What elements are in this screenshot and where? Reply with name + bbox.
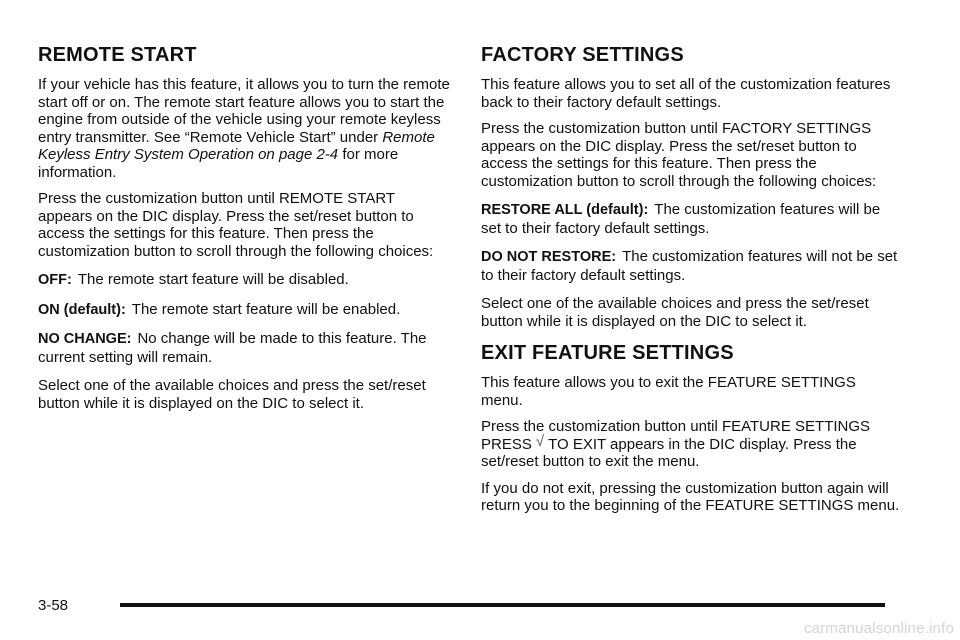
checkmark-icon: √ bbox=[535, 432, 545, 450]
exit-instructions bbox=[481, 418, 901, 471]
option-on-default bbox=[38, 301, 450, 320]
option-desc: The customization features will be set to their factory default settings. bbox=[481, 201, 881, 237]
remote-start-intro-text: If your vehicle has this feature, it allows you to turn the remote start off or on. The remote start feature allows you to start the engine from outside of the vehicle using your remote keyless entry transmitter. See “Remote Vehicle Start” under bbox=[38, 76, 450, 146]
page-number: 3-58 bbox=[38, 597, 69, 614]
option-term: NO CHANGE: bbox=[38, 331, 132, 347]
page-reference-link[interactable]: Remote Keyless Entry System Operation on page 2-4 bbox=[38, 128, 435, 163]
section-heading-remote-start: REMOTE START bbox=[38, 44, 197, 66]
right-column bbox=[481, 44, 901, 524]
factory-settings-instructions: Press the customization button until FACTORY SETTINGS appears on the DIC display. Press the set/reset button to access the settings for this feature. Then press the customization button to scroll through the following choices: bbox=[481, 120, 877, 190]
option-term: ON (default): bbox=[38, 301, 126, 318]
exit-note: If you do not exit, pressing the customization button again will return you to the beginning of the FEATURE SETTINGS menu. bbox=[481, 479, 900, 514]
exit-instructions-end: TO EXIT appears in the DIC display. Press the set/reset button to exit the menu. bbox=[481, 435, 857, 470]
option-restore-all bbox=[481, 201, 901, 237]
remote-start-intro bbox=[38, 76, 450, 181]
remote-start-select-note: Select one of the available choices and press the set/reset button while it is displayed on the DIC to select it. bbox=[38, 377, 426, 412]
option-desc: The remote start feature will be enabled. bbox=[131, 300, 401, 318]
factory-settings-intro: This feature allows you to set all of the customization features back to their factory default settings. bbox=[481, 76, 891, 111]
option-term: RESTORE ALL (default): bbox=[481, 202, 649, 218]
option-no-change bbox=[38, 330, 450, 366]
option-off bbox=[38, 271, 450, 290]
section-heading-exit-feature-settings: EXIT FEATURE SETTINGS bbox=[481, 342, 734, 364]
footer-divider bbox=[120, 603, 885, 607]
section-heading-factory-settings: FACTORY SETTINGS bbox=[481, 44, 684, 66]
option-desc: The customization features will not be set to their factory default settings. bbox=[481, 248, 898, 284]
left-column bbox=[38, 44, 450, 421]
factory-settings-select-note: Select one of the available choices and press the set/reset button while it is displayed on the DIC to select it. bbox=[481, 295, 869, 330]
remote-start-instructions: Press the customization button until REMOTE START appears on the DIC display. Press the set/reset button to access the settings for this feature. Then press the customization button to scroll through the following choices: bbox=[38, 190, 434, 260]
option-term: OFF: bbox=[38, 272, 72, 288]
option-desc: No change will be made to this feature. The current setting will remain. bbox=[38, 330, 427, 366]
watermark: carmanualsonline.info bbox=[803, 620, 954, 637]
exit-intro: This feature allows you to exit the FEATURE SETTINGS menu. bbox=[481, 374, 856, 409]
option-term: DO NOT RESTORE: bbox=[481, 249, 617, 265]
exit-instructions-text: Press the customization button until FEATURE SETTINGS PRESS bbox=[481, 418, 871, 453]
option-desc: The remote start feature will be disabled. bbox=[77, 271, 349, 288]
remote-start-intro-end: for more information. bbox=[38, 146, 399, 181]
option-do-not-restore bbox=[481, 248, 901, 284]
